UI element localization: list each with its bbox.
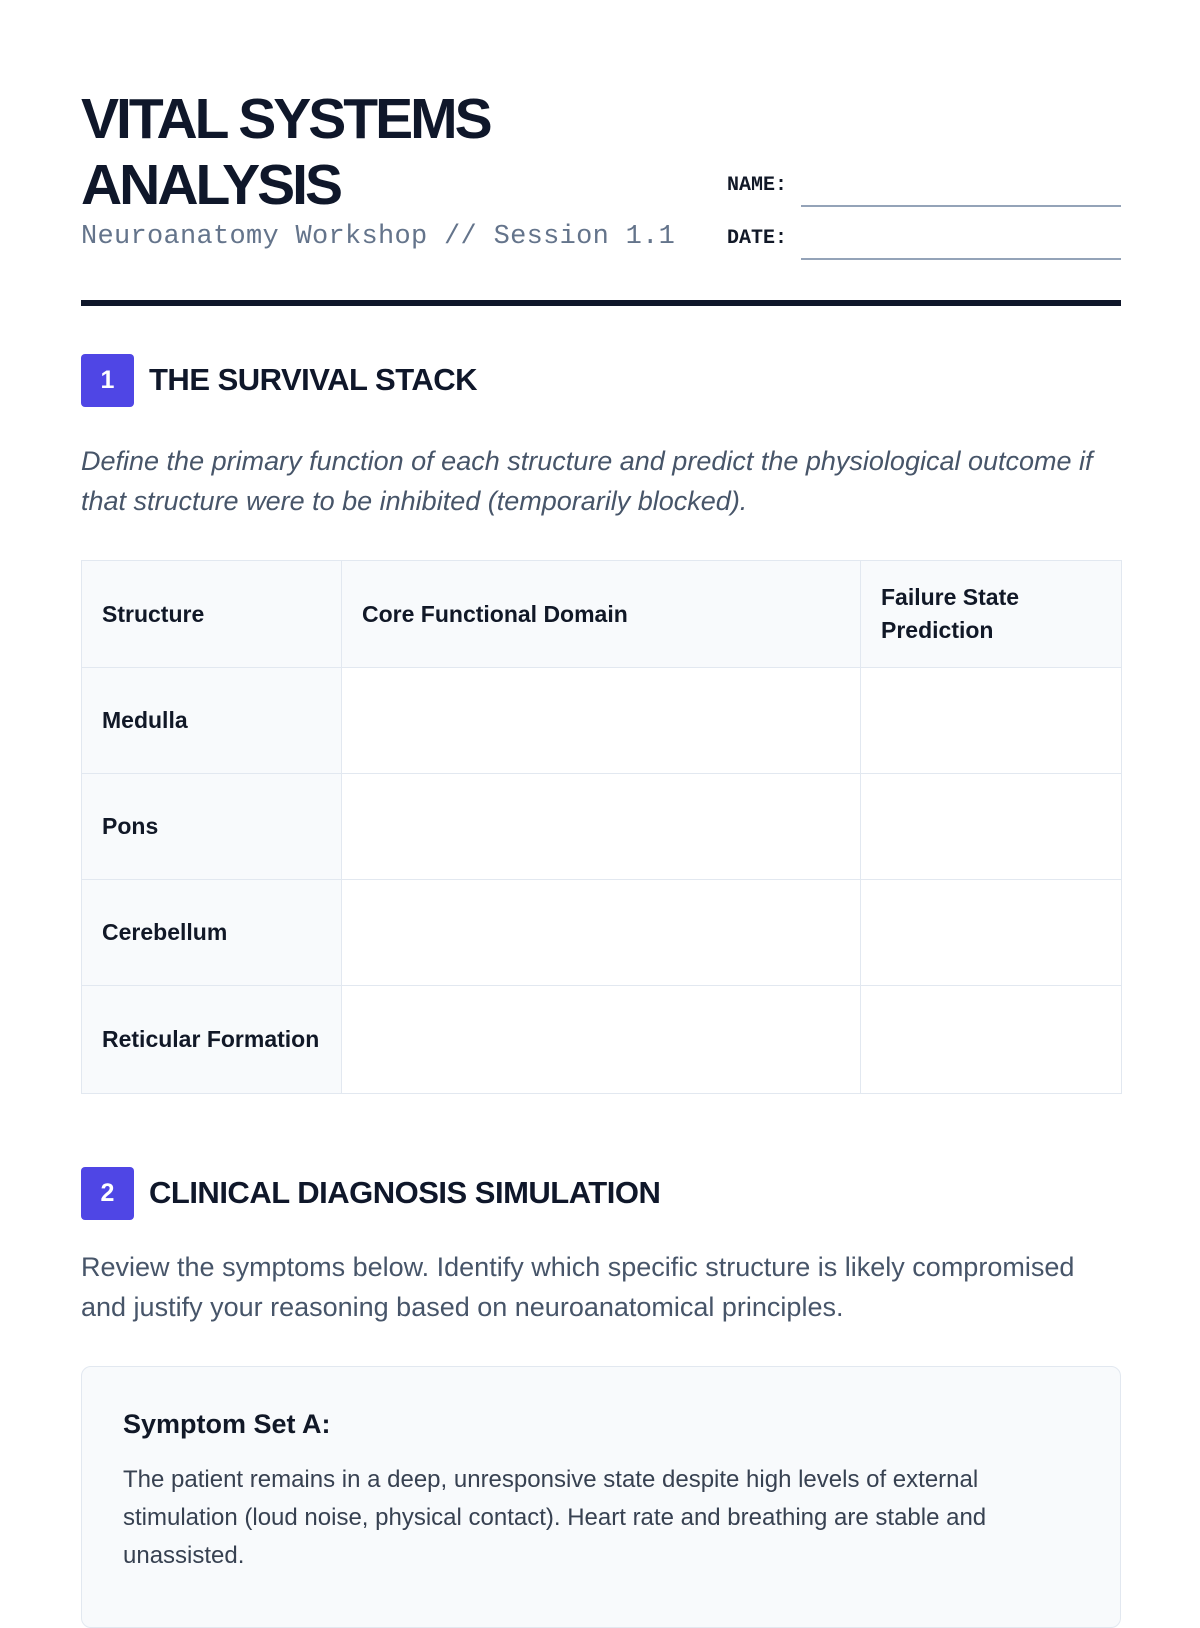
section-1-instructions: Define the primary function of each structure and predict the physiological outcome if that structure were to be inhibited (temporarily blocked).: [81, 446, 1093, 516]
section-1-header: [81, 353, 477, 407]
section-2-header: [81, 1166, 660, 1220]
failure-state-prediction-cell[interactable]: [861, 774, 1122, 880]
date-label: DATE:: [727, 227, 788, 250]
table-row: [82, 880, 1122, 986]
section-1-title: THE SURVIVAL STACK: [149, 362, 478, 397]
core-functional-domain-cell[interactable]: [342, 668, 861, 774]
name-field: [727, 166, 1121, 206]
column-header-failure-state-prediction: Failure State Prediction: [861, 561, 1122, 668]
structure-cell: Medulla: [82, 668, 342, 774]
structure-cell: Reticular Formation: [82, 986, 342, 1094]
date-field: [727, 219, 1121, 259]
date-input-line[interactable]: [801, 258, 1121, 260]
failure-state-prediction-cell[interactable]: [861, 880, 1122, 986]
structure-cell: Cerebellum: [82, 880, 342, 986]
core-functional-domain-cell[interactable]: [342, 774, 861, 880]
column-header-structure: Structure: [82, 561, 342, 668]
name-input-line[interactable]: [801, 205, 1121, 207]
table-header-row: [82, 561, 1122, 668]
name-label: NAME:: [727, 174, 788, 197]
worksheet-page: [81, 0, 1121, 1569]
section-2-instructions: Review the symptoms below. Identify which specific structure is likely compromised and justify your reasoning based on neuroanatomical principles.: [81, 1252, 1075, 1322]
failure-state-prediction-cell[interactable]: [861, 668, 1122, 774]
table-row: [82, 774, 1122, 880]
table-row: [82, 668, 1122, 774]
core-functional-domain-cell[interactable]: [342, 986, 861, 1094]
symptom-set-a-description: The patient remains in a deep, unresponsive state despite high levels of external stimulation (loud noise, physical contact). Heart rate and breathing are stable and unassisted.: [123, 1466, 987, 1569]
core-functional-domain-cell[interactable]: [342, 880, 861, 986]
column-header-core-functional-domain: Core Functional Domain: [342, 561, 861, 668]
section-2-title: CLINICAL DIAGNOSIS SIMULATION: [149, 1175, 661, 1210]
symptom-set-a-card: [81, 1366, 1121, 1628]
survival-stack-table: [81, 560, 1122, 1094]
structure-cell: Pons: [82, 774, 342, 880]
page-title: VITAL SYSTEMS ANALYSIS: [81, 87, 490, 217]
table-row: [82, 986, 1122, 1094]
symptom-set-a-title: Symptom Set A:: [123, 1409, 331, 1439]
page-subtitle: Neuroanatomy Workshop // Session 1.1: [81, 222, 676, 252]
section-2-number-badge: 2: [81, 1167, 134, 1220]
header-divider: [81, 300, 1121, 306]
failure-state-prediction-cell[interactable]: [861, 986, 1122, 1094]
section-1-number-badge: 1: [81, 354, 134, 407]
worksheet-header: [81, 0, 1121, 305]
